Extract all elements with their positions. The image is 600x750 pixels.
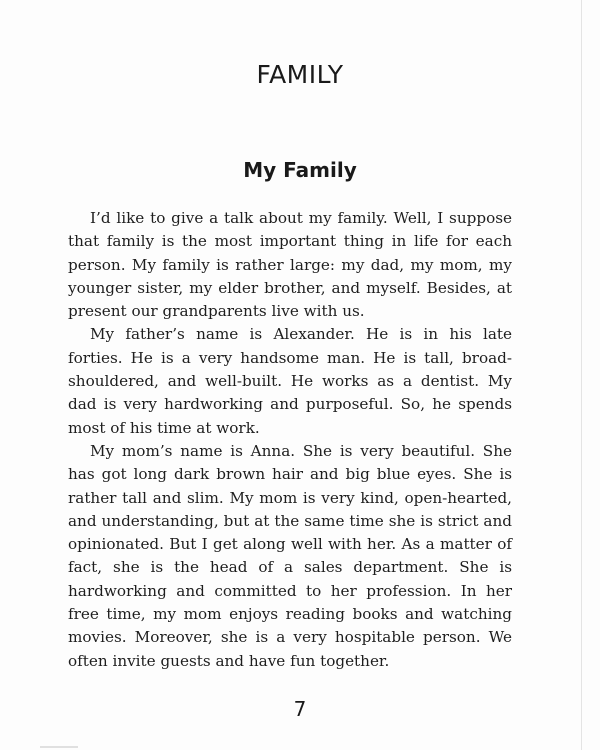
paragraph-intro: I’d like to give a talk about my family. Well, I suppose that family is the most important thing in life for each person. My family is rather large: my dad, my mom, my younger sister, my elder brother, and myself. Besides, at present our grandparents live with us. xyxy=(68,209,512,321)
page-edge-divider xyxy=(581,0,582,750)
paragraph-father: My father’s name is Alexander. He is in his late forties. He is a very handsome man. He is tall, broad-shouldered, and well-built. He works as a dentist. My dad is very hardworking and purposeful. So, he spends most of his time at work. xyxy=(68,325,512,437)
section-title: My Family xyxy=(243,158,357,182)
body-text xyxy=(68,207,512,673)
scan-edge-mark xyxy=(40,746,78,748)
chapter-title: FAMILY xyxy=(256,60,344,89)
paragraph-mother: My mom’s name is Anna. She is very beautiful. She has got long dark brown hair and big blue eyes. She is rather tall and slim. My mom is very kind, open-hearted, and understanding, but at the same time she is strict and opinionated. But I get along well with her. As a matter of fact, she is the head of a sales department. She is hardworking and committed to her profession. In her free time, my mom enjoys reading books and watching movies. Moreover, she is a very hospitable person. We often invite guests and have fun together. xyxy=(68,441,512,670)
page-number: 7 xyxy=(293,697,307,721)
